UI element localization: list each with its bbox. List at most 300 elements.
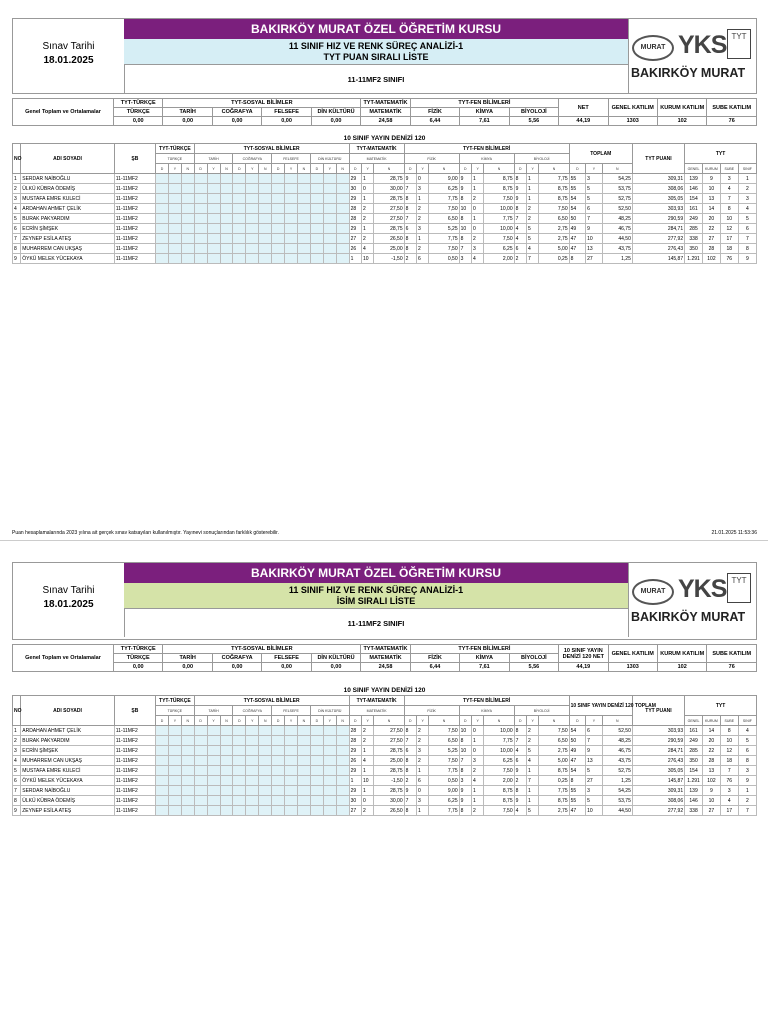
empty-cell	[336, 254, 349, 264]
col-name: ADI SOYADI	[21, 144, 115, 174]
col-y: Y	[168, 164, 181, 174]
student-branch: 11-11MF2	[114, 244, 155, 254]
summary-value: 44,19	[559, 663, 608, 672]
empty-cell	[336, 204, 349, 214]
mat-value: 27,50	[374, 726, 404, 736]
kim-value: 7,50	[484, 234, 514, 244]
biy-value: 1	[526, 194, 538, 204]
mat-value: 2	[361, 726, 373, 736]
fiz-value: 1	[416, 766, 428, 776]
sube-katilim-header: SUBE KATILIM	[707, 645, 757, 663]
kurum-katilim-header: KURUM KATILIM	[657, 99, 706, 117]
table-row	[13, 796, 757, 806]
empty-cell	[336, 214, 349, 224]
summary-group-row	[13, 645, 757, 654]
mat-value: 30	[349, 796, 361, 806]
subject-fizik-header: FİZİK	[410, 654, 459, 663]
empty-cell	[297, 766, 310, 776]
empty-cell	[207, 736, 220, 746]
summary-value: 0,00	[163, 117, 212, 126]
empty-cell	[246, 766, 259, 776]
empty-cell	[181, 194, 194, 204]
mat-value: 1	[361, 174, 373, 184]
mat-value: 10	[361, 254, 373, 264]
empty-cell	[233, 776, 246, 786]
empty-cell	[220, 796, 233, 806]
col-y: Y	[323, 164, 336, 174]
col-n: N	[181, 716, 194, 726]
summary-value: 5,56	[509, 663, 558, 672]
biy-value: 2,75	[539, 806, 569, 816]
empty-cell	[194, 746, 207, 756]
empty-cell	[272, 184, 285, 194]
empty-cell	[220, 726, 233, 736]
summary-value: 76	[707, 117, 757, 126]
summary-value: 102	[657, 663, 706, 672]
empty-cell	[323, 736, 336, 746]
empty-cell	[310, 254, 323, 264]
col-d: D	[514, 716, 526, 726]
subject-header: TÜRKÇE	[156, 706, 195, 716]
fiz-value: 7,75	[429, 766, 459, 776]
table-row	[13, 204, 757, 214]
empty-cell	[181, 174, 194, 184]
subject-felsefe-header: FELSEFE	[262, 654, 311, 663]
empty-cell	[220, 184, 233, 194]
col-d: D	[194, 164, 207, 174]
empty-cell	[336, 234, 349, 244]
top-value: 55	[569, 796, 586, 806]
mat-value: 28	[349, 204, 361, 214]
group-fen: TYT-FEN BİLİMLERİ	[410, 645, 558, 654]
tyt-puan: 303,93	[632, 204, 684, 214]
fiz-value: 9,00	[429, 174, 459, 184]
empty-cell	[246, 786, 259, 796]
table-row	[13, 776, 757, 786]
tyt-puan: 284,71	[632, 224, 684, 234]
empty-cell	[220, 736, 233, 746]
kim-value: 3	[459, 254, 471, 264]
top-value: 54	[569, 766, 586, 776]
subject-turkce-header: TÜRKÇE	[114, 108, 163, 117]
biy-value: 1	[526, 184, 538, 194]
top-value: 7	[586, 214, 603, 224]
summary-value: 102	[657, 117, 706, 126]
rank-value: 18	[720, 244, 738, 254]
mat-value: 2	[361, 204, 373, 214]
biy-value: 5	[526, 746, 538, 756]
kim-value: 0	[471, 746, 483, 756]
summary-label: Genel Toplam ve Ortalamalar	[13, 99, 114, 126]
yks-logo-text: YKS	[678, 31, 727, 59]
empty-cell	[168, 254, 181, 264]
col-r_sinif: SINIF	[738, 164, 756, 174]
fiz-value: 2	[416, 756, 428, 766]
empty-cell	[323, 204, 336, 214]
kim-value: 10,00	[484, 746, 514, 756]
table-row	[13, 224, 757, 234]
tyt-puan: 305,05	[632, 766, 684, 776]
col-d: D	[156, 164, 169, 174]
biy-value: 5,00	[539, 244, 569, 254]
empty-cell	[246, 736, 259, 746]
group-sosyal: TYT-SOSYAL BİLİMLER	[163, 645, 361, 654]
empty-cell	[310, 776, 323, 786]
empty-cell	[220, 244, 233, 254]
fiz-value: 1	[416, 806, 428, 816]
fiz-value: 7,50	[429, 756, 459, 766]
mat-value: 30	[349, 184, 361, 194]
tyt-puan: 277,92	[632, 234, 684, 244]
col-d: D	[349, 164, 361, 174]
fiz-value: 7,50	[429, 726, 459, 736]
col-d: D	[349, 716, 361, 726]
analysis-title: 11 SINIF HIZ VE RENK SÜREÇ ANALİZİ-1	[288, 41, 464, 51]
tyt-puan: 308,06	[632, 184, 684, 194]
subject-kimya-header: KİMYA	[460, 654, 509, 663]
rank-value: 7	[738, 234, 756, 244]
empty-cell	[336, 224, 349, 234]
subject-header: KİMYA	[459, 154, 514, 164]
list-title: İSİM SIRALI LİSTE	[336, 596, 416, 606]
rank-value: 249	[685, 736, 703, 746]
rank-value: 12	[720, 746, 738, 756]
row-no: 5	[13, 766, 21, 776]
empty-cell	[246, 244, 259, 254]
top-value: 49	[569, 224, 586, 234]
kim-value: 7,50	[484, 766, 514, 776]
empty-cell	[272, 194, 285, 204]
col-n: N	[336, 716, 349, 726]
student-name: BURAK PAKYARDIM	[21, 736, 115, 746]
col-tyt: TYT	[685, 696, 757, 716]
row-no: 7	[13, 786, 21, 796]
empty-cell	[207, 756, 220, 766]
rank-value: 17	[720, 234, 738, 244]
mat-value: 29	[349, 746, 361, 756]
group-fen: TYT-FEN BİLİMLERİ	[404, 696, 569, 706]
table-row	[13, 244, 757, 254]
empty-cell	[272, 174, 285, 184]
top-value: 54	[569, 204, 586, 214]
biy-value: 5	[526, 806, 538, 816]
subject-header: COĞRAFYA	[233, 154, 272, 164]
top-value: 48,25	[602, 736, 632, 746]
student-name: MUSTAFA EMRE KULECİ	[21, 194, 115, 204]
mat-value: 29	[349, 174, 361, 184]
row-no: 6	[13, 224, 21, 234]
biy-value: 6	[514, 244, 526, 254]
group-fen: TYT-FEN BİLİMLERİ	[404, 144, 569, 154]
fiz-value: 7,75	[429, 194, 459, 204]
top-value: 52,50	[602, 204, 632, 214]
empty-cell	[285, 254, 298, 264]
empty-cell	[310, 766, 323, 776]
empty-cell	[246, 194, 259, 204]
top-value: 5	[586, 796, 603, 806]
mat-value: 27	[349, 806, 361, 816]
col-d: D	[272, 164, 285, 174]
col-toplam: 10 SINIF YAYIN DENİZİ 120 TOPLAM	[569, 696, 632, 716]
biy-value: 2	[526, 204, 538, 214]
empty-cell	[285, 214, 298, 224]
empty-cell	[246, 184, 259, 194]
col-sb: ŞB	[114, 696, 155, 726]
top-value: 53,75	[602, 184, 632, 194]
biy-value: 0,25	[539, 776, 569, 786]
empty-cell	[220, 786, 233, 796]
summary-table	[12, 98, 757, 126]
top-value: 54,25	[602, 786, 632, 796]
empty-cell	[310, 796, 323, 806]
genel-katilim-header: GENEL KATILIM	[608, 645, 657, 663]
table-row	[13, 254, 757, 264]
mat-value: 27,50	[374, 214, 404, 224]
col-tyt-puani: TYT PUANI	[632, 144, 684, 174]
empty-cell	[259, 766, 272, 776]
empty-cell	[246, 796, 259, 806]
table-row	[13, 756, 757, 766]
fiz-value: 2	[416, 736, 428, 746]
top-value: 47	[569, 234, 586, 244]
empty-cell	[194, 204, 207, 214]
col-y: Y	[207, 164, 220, 174]
summary-value-row	[13, 117, 757, 126]
top-value: 27	[586, 776, 603, 786]
table-title: 10 SINIF YAYIN DENİZİ 120	[343, 687, 426, 694]
kim-value: 8,75	[484, 796, 514, 806]
empty-cell	[297, 806, 310, 816]
subject-biyoloji-header: BİYOLOJİ	[509, 108, 558, 117]
col-n: N	[220, 164, 233, 174]
empty-cell	[310, 726, 323, 736]
col-n: N	[297, 164, 310, 174]
top-value: 5	[586, 184, 603, 194]
top-value: 47	[569, 756, 586, 766]
col-y: Y	[246, 716, 259, 726]
row-no: 2	[13, 736, 21, 746]
rank-value: 3	[738, 194, 756, 204]
empty-cell	[233, 766, 246, 776]
rank-value: 28	[703, 756, 721, 766]
rank-value: 7	[738, 806, 756, 816]
empty-cell	[194, 806, 207, 816]
summary-value: 0,00	[212, 663, 261, 672]
kim-value: 2	[471, 766, 483, 776]
empty-cell	[207, 244, 220, 254]
mat-value: 1	[361, 194, 373, 204]
rank-value: 8	[720, 204, 738, 214]
col-no: NO	[13, 696, 21, 726]
col-y: Y	[207, 716, 220, 726]
fiz-value: 0,50	[429, 776, 459, 786]
rank-value: 4	[720, 796, 738, 806]
biy-value: 8	[514, 786, 526, 796]
rank-value: 146	[685, 184, 703, 194]
summary-value: 0,00	[262, 117, 311, 126]
empty-cell	[272, 746, 285, 756]
empty-cell	[194, 224, 207, 234]
table-row	[13, 766, 757, 776]
net-header: NET	[559, 99, 608, 117]
empty-cell	[246, 776, 259, 786]
rank-value: 1.291	[685, 254, 703, 264]
subject-header: COĞRAFYA	[233, 706, 272, 716]
empty-cell	[272, 776, 285, 786]
empty-cell	[259, 786, 272, 796]
col-no: NO	[13, 144, 21, 174]
col-n: N	[602, 716, 632, 726]
empty-cell	[181, 184, 194, 194]
empty-cell	[323, 194, 336, 204]
col-d: D	[459, 164, 471, 174]
class-name: 11-11MF2 SINIFI	[124, 64, 628, 94]
exam-date-box	[13, 19, 125, 93]
mat-value: 29	[349, 786, 361, 796]
fiz-value: 1	[416, 194, 428, 204]
kim-value: 1	[471, 786, 483, 796]
subject-header: BİYOLOJİ	[514, 706, 569, 716]
fiz-value: 7,50	[429, 204, 459, 214]
empty-cell	[285, 746, 298, 756]
col-sb: ŞB	[114, 144, 155, 174]
empty-cell	[297, 776, 310, 786]
empty-cell	[168, 756, 181, 766]
brand-name: BAKIRKÖY MURAT	[631, 66, 746, 80]
empty-cell	[297, 244, 310, 254]
empty-cell	[297, 224, 310, 234]
empty-cell	[297, 184, 310, 194]
empty-cell	[194, 214, 207, 224]
top-value: 8	[569, 254, 586, 264]
rank-value: 5	[738, 214, 756, 224]
group-turkce: TYT-TÜRKÇE	[156, 144, 195, 154]
biy-value: 8,75	[539, 766, 569, 776]
empty-cell	[156, 224, 169, 234]
empty-cell	[285, 194, 298, 204]
top-value: 49	[569, 746, 586, 756]
col-d: D	[310, 716, 323, 726]
fiz-value: 6,25	[429, 184, 459, 194]
subject-matematik-header: MATEMATİK	[361, 654, 410, 663]
mat-value: 2	[361, 806, 373, 816]
table-row	[13, 726, 757, 736]
fiz-value: 7	[404, 736, 416, 746]
kim-value: 8,75	[484, 174, 514, 184]
rank-value: 285	[685, 746, 703, 756]
rank-value: 7	[720, 194, 738, 204]
row-no: 1	[13, 726, 21, 736]
empty-cell	[336, 736, 349, 746]
empty-cell	[207, 726, 220, 736]
biy-value: 8	[514, 204, 526, 214]
empty-cell	[285, 766, 298, 776]
fiz-value: 8	[404, 766, 416, 776]
biy-value: 4	[514, 746, 526, 756]
col-y: Y	[416, 716, 428, 726]
fiz-value: 5,25	[429, 746, 459, 756]
summary-value-row	[13, 663, 757, 672]
kim-value: 7,75	[484, 214, 514, 224]
empty-cell	[246, 174, 259, 184]
empty-cell	[233, 806, 246, 816]
student-branch: 11-11MF2	[114, 786, 155, 796]
summary-table	[12, 644, 757, 672]
empty-cell	[285, 786, 298, 796]
rank-value: 14	[703, 204, 721, 214]
rank-value: 154	[685, 194, 703, 204]
rank-value: 4	[720, 184, 738, 194]
empty-cell	[259, 214, 272, 224]
biy-value: 8	[514, 726, 526, 736]
group-matematik: TYT-MATEMATİK	[349, 696, 404, 706]
net-header: 10 SINIF YAYIN DENİZİ 120 NET	[559, 645, 608, 663]
empty-cell	[220, 204, 233, 214]
empty-cell	[156, 806, 169, 816]
col-n: N	[429, 716, 459, 726]
empty-cell	[259, 726, 272, 736]
col-n: N	[539, 164, 569, 174]
col-d: D	[233, 716, 246, 726]
empty-cell	[194, 194, 207, 204]
biy-value: 0,25	[539, 254, 569, 264]
rank-value: 350	[685, 756, 703, 766]
empty-cell	[310, 756, 323, 766]
rank-value: 102	[703, 254, 721, 264]
subject-header: FELSEFE	[272, 706, 311, 716]
empty-cell	[181, 736, 194, 746]
top-value: 55	[569, 174, 586, 184]
empty-cell	[207, 204, 220, 214]
col-y: Y	[471, 716, 483, 726]
empty-cell	[272, 204, 285, 214]
kim-value: 3	[471, 244, 483, 254]
empty-cell	[220, 254, 233, 264]
top-value: 46,75	[602, 224, 632, 234]
col-r_sube: SUBE	[720, 164, 738, 174]
mat-value: 28	[349, 214, 361, 224]
top-value: 1,25	[602, 254, 632, 264]
mat-value: 1	[361, 786, 373, 796]
fiz-value: 6,25	[429, 796, 459, 806]
top-value: 9	[586, 746, 603, 756]
top-value: 5	[586, 194, 603, 204]
empty-cell	[168, 766, 181, 776]
empty-cell	[207, 214, 220, 224]
group-fen: TYT-FEN BİLİMLERİ	[410, 99, 558, 108]
empty-cell	[336, 726, 349, 736]
empty-cell	[285, 726, 298, 736]
top-value: 54	[569, 726, 586, 736]
summary-value: 0,00	[163, 663, 212, 672]
top-value: 6	[586, 726, 603, 736]
exam-date-label: Sınav Tarihi	[42, 41, 95, 52]
rank-value: 102	[703, 776, 721, 786]
empty-cell	[181, 726, 194, 736]
biy-value: 5	[526, 224, 538, 234]
empty-cell	[156, 174, 169, 184]
kim-value: 2	[471, 234, 483, 244]
student-branch: 11-11MF2	[114, 766, 155, 776]
subject-header: TARİH	[194, 154, 233, 164]
empty-cell	[246, 224, 259, 234]
empty-cell	[336, 756, 349, 766]
empty-cell	[323, 184, 336, 194]
subject-header: TARİH	[194, 706, 233, 716]
top-value: 43,75	[602, 756, 632, 766]
summary-value: 24,58	[361, 117, 410, 126]
col-r_kurum: KURUM	[703, 716, 721, 726]
